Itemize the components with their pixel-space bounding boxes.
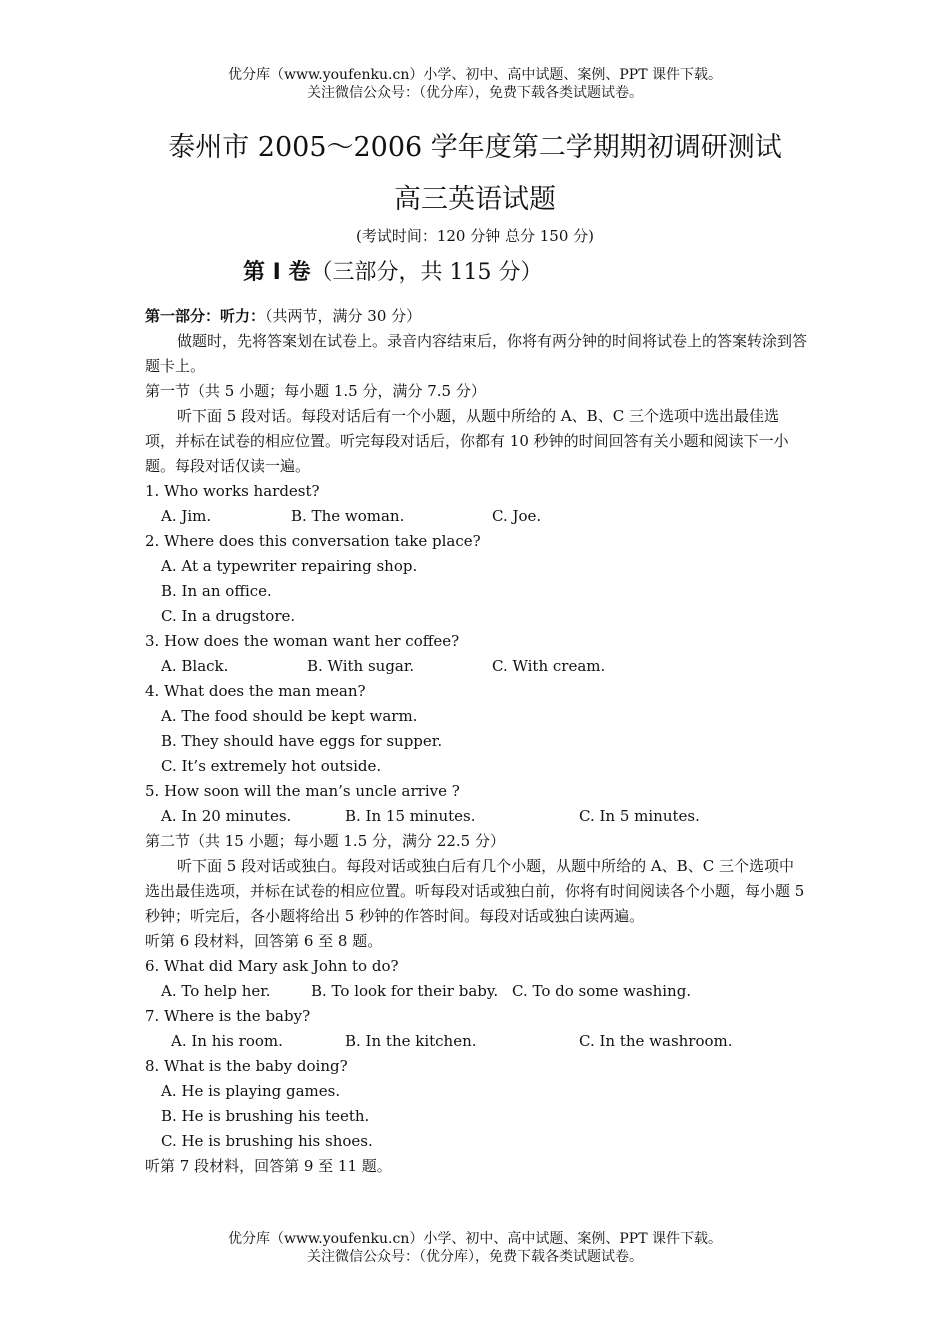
question-7: 7. Where is the baby? xyxy=(145,1007,311,1025)
question-1: 1. Who works hardest? xyxy=(145,482,320,500)
footer-line-1: 优分库（www.youfenku.cn）小学、初中、高中试题、案例、PPT 课件下载。 xyxy=(227,1231,722,1247)
option-c: C. In the washroom. xyxy=(579,1032,733,1050)
page-footer xyxy=(0,1230,950,1266)
question-6: 6. What did Mary ask John to do? xyxy=(145,957,399,975)
page-header xyxy=(0,66,950,102)
question-5-options xyxy=(145,804,807,829)
header-line-2: 关注微信公众号：（优分库），免费下载各类试题试卷。 xyxy=(307,85,643,101)
option-c: C. He is brushing his shoes. xyxy=(161,1132,373,1150)
option-c: C. In a drugstore. xyxy=(161,607,296,625)
option-a: A. The food should be kept warm. xyxy=(161,707,418,725)
exam-info: (考试时间：120 分钟 总分 150 分) xyxy=(355,227,595,245)
question-7-options xyxy=(145,1029,807,1054)
volume-label: 第 I 卷 xyxy=(243,260,311,285)
option-b: B. He is brushing his teeth. xyxy=(161,1107,370,1125)
option-a: A. At a typewriter repairing shop. xyxy=(161,557,418,575)
header-line-1: 优分库（www.youfenku.cn）小学、初中、高中试题、案例、PPT 课件下载。 xyxy=(227,67,722,83)
question-6-options xyxy=(145,979,807,1004)
part1-heading-label: 第一部分：听力： xyxy=(145,307,266,325)
option-c: C. It’s extremely hot outside. xyxy=(161,757,382,775)
volume-detail: （三部分，共 115 分） xyxy=(310,260,543,285)
option-b: B. With sugar. xyxy=(307,657,415,675)
option-c: C. In 5 minutes. xyxy=(579,807,700,825)
question-1-options xyxy=(145,504,807,529)
part1-heading xyxy=(145,304,807,329)
option-b: B. The woman. xyxy=(291,507,405,525)
exam-body xyxy=(145,304,807,1179)
material-6-note: 听第 6 段材料，回答第 6 至 8 题。 xyxy=(145,932,383,950)
question-3: 3. How does the woman want her coffee? xyxy=(145,632,460,650)
question-5: 5. How soon will the man’s uncle arrive ? xyxy=(145,782,460,800)
option-b: B. In 15 minutes. xyxy=(345,807,476,825)
option-a: A. To help her. xyxy=(161,982,271,1000)
option-a: A. He is playing games. xyxy=(161,1082,341,1100)
option-b: B. In the kitchen. xyxy=(345,1032,477,1050)
option-a: A. Black. xyxy=(161,657,229,675)
question-2: 2. Where does this conversation take place? xyxy=(145,532,481,550)
option-b: B. To look for their baby. xyxy=(311,982,499,1000)
option-c: C. Joe. xyxy=(492,507,542,525)
option-c: C. To do some washing. xyxy=(512,982,692,1000)
section2-instruction: 听下面 5 段对话或独白。每段对话或独白后有几个小题，从题中所给的 A、B、C 三个选项中选出最佳选项，并标在试卷的相应位置。听每段对话或独白前，你将有时间阅读各个小题，每小题 5 秒钟；听完后，各小题将给出 5 秒钟的作答时间。每段对话或独白读两遍。 xyxy=(145,857,805,925)
option-a: A. Jim. xyxy=(161,507,212,525)
part1-heading-detail: （共两节，满分 30 分） xyxy=(265,307,422,325)
option-b: B. In an office. xyxy=(161,582,272,600)
question-3-options xyxy=(145,654,807,679)
option-b: B. They should have eggs for supper. xyxy=(161,732,443,750)
material-7-note: 听第 7 段材料，回答第 9 至 11 题。 xyxy=(145,1157,392,1175)
section2-heading: 第二节（共 15 小题；每小题 1.5 分，满分 22.5 分） xyxy=(145,832,505,850)
question-4: 4. What does the man mean? xyxy=(145,682,366,700)
footer-line-2: 关注微信公众号：（优分库），免费下载各类试题试卷。 xyxy=(307,1249,643,1265)
option-a: A. In his room. xyxy=(171,1032,283,1050)
volume-heading xyxy=(243,256,543,290)
question-8: 8. What is the baby doing? xyxy=(145,1057,348,1075)
option-a: A. In 20 minutes. xyxy=(161,807,292,825)
section1-heading: 第一节（共 5 小题；每小题 1.5 分，满分 7.5 分） xyxy=(145,382,486,400)
section1-instruction: 听下面 5 段对话。每段对话后有一个小题，从题中所给的 A、B、C 三个选项中选出最佳选项，并标在试卷的相应位置。听完每段对话后，你都有 10 秒钟的时间回答有关小题和阅读下一小题。每段对话仅读一遍。 xyxy=(145,407,789,475)
part1-instruction: 做题时，先将答案划在试卷上。录音内容结束后，你将有两分钟的时间将试卷上的答案转涂到答题卡上。 xyxy=(145,332,808,375)
exam-subtitle: 高三英语试题 xyxy=(394,184,556,215)
exam-title: 泰州市 2005～2006 学年度第二学期期初调研测试 xyxy=(168,132,782,163)
option-c: C. With cream. xyxy=(492,657,606,675)
